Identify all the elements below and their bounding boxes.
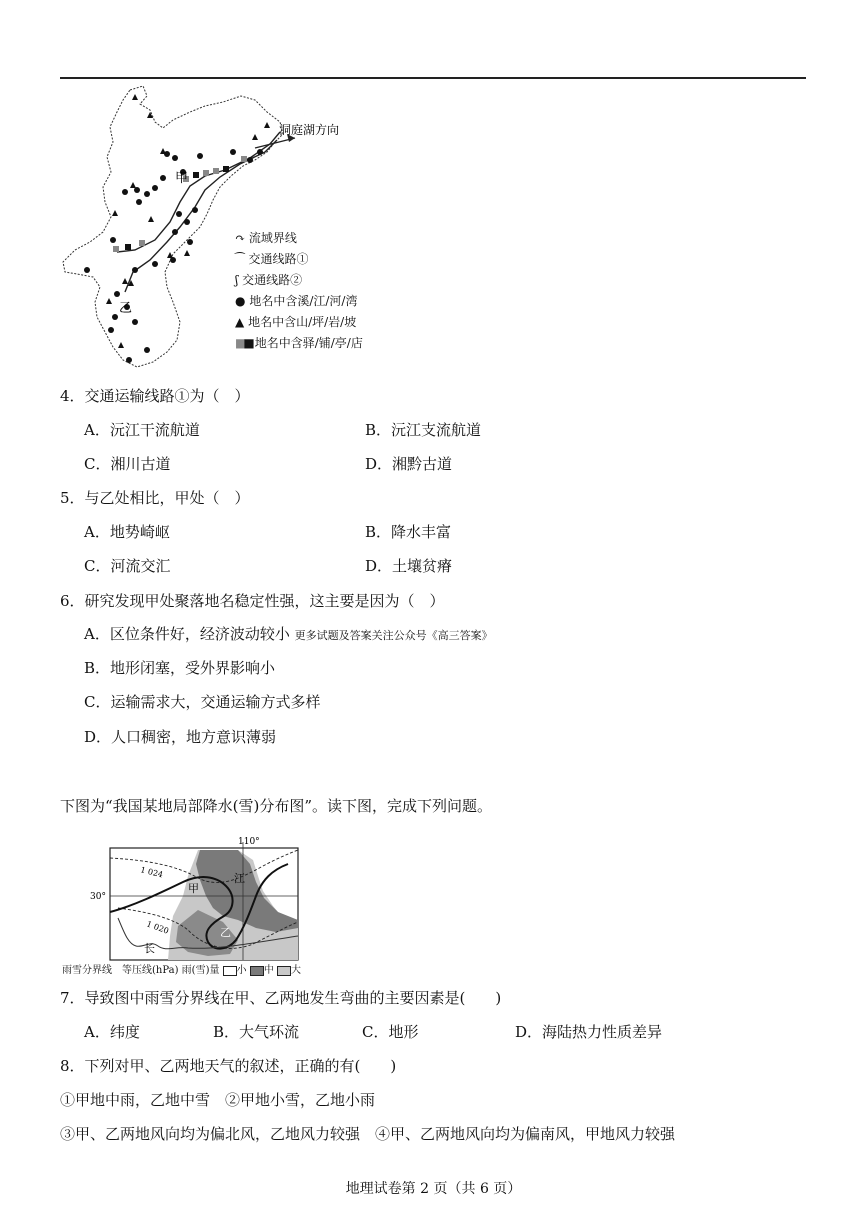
q5-option-d[interactable]: D．土壤贫瘠 <box>365 557 453 575</box>
q5-option-b[interactable]: B．降水丰富 <box>365 523 452 541</box>
legend-item: 交通线路② <box>242 273 303 287</box>
page-footer: 地理试卷第 2 页（共 6 页） <box>345 1181 522 1197</box>
header-rule <box>60 77 806 79</box>
q4-option-c[interactable]: C．湘川古道 <box>84 455 171 473</box>
q4-option-b[interactable]: B．沅江支流航道 <box>365 421 482 439</box>
lat-label: 30° <box>90 892 106 902</box>
boundary-icon: ↷ <box>235 231 246 245</box>
q6-option-c[interactable]: C．运输需求大，交通运输方式多样 <box>84 693 321 711</box>
label-yi: 乙 <box>119 301 133 316</box>
legend-swatch-small <box>223 966 237 976</box>
q6-option-a[interactable] <box>84 624 493 646</box>
q7-stem: 7．导致图中雨雪分界线在甲、乙两地发生弯曲的主要因素是( ) <box>60 989 502 1007</box>
isobar-1020-label: 1 020 <box>145 919 170 936</box>
legend-item: 交通线路① <box>248 252 309 266</box>
q6-option-d[interactable]: D．人口稠密，地方意识薄弱 <box>84 728 277 746</box>
legend-item: 地名中含山/坪/岩/坡 <box>248 315 357 329</box>
q8-statement-line2: ③甲、乙两地风向均为偏北风，乙地风力较强 ④甲、乙两地风向均为偏南风，甲地风力较强 <box>60 1125 676 1143</box>
q8-stem: 8．下列对甲、乙两地天气的叙述，正确的有( ) <box>60 1057 397 1075</box>
q8-statement-line1: ①甲地中雨，乙地中雪 ②甲地小雪，乙地小雨 <box>60 1091 376 1109</box>
promo-note: 更多试题及答案关注公众号《高三答案》 <box>294 629 493 642</box>
square-icon: ■ <box>235 336 247 350</box>
q5-option-c[interactable]: C．河流交汇 <box>84 557 171 575</box>
legend-item: 流域界线 <box>248 231 297 245</box>
legend-swatch-large <box>277 966 291 976</box>
q6-option-a-text: A．区位条件好，经济波动较小 <box>84 625 290 643</box>
legend-item: 地名中含驿/铺/亭/店 <box>254 336 363 350</box>
q7-option-a[interactable]: A．纬度 <box>84 1023 140 1041</box>
route2-icon: ʃ <box>235 273 239 287</box>
isobar-1024-label: 1 024 <box>139 865 164 880</box>
q4-stem: 4．交通运输线路①为（ ） <box>60 387 250 405</box>
q4-option-a[interactable]: A．沅江干流航道 <box>84 421 200 439</box>
map2-label-jiang: 江 <box>234 872 245 885</box>
map2-label-yi: 乙 <box>220 926 231 939</box>
map2-label-chang: 长 <box>144 942 155 955</box>
q7-option-b[interactable]: B．大气环流 <box>213 1023 300 1041</box>
q6-stem: 6．研究发现甲处聚落地名稳定性强，这主要是因为（ ） <box>60 592 445 610</box>
triangle-icon: ▲ <box>235 315 245 329</box>
circle-icon: ● <box>235 294 246 308</box>
precipitation-map <box>88 836 363 978</box>
arrow-label: 洞庭湖方向 <box>279 123 340 137</box>
q5-option-a[interactable]: A．地势崎岖 <box>84 523 170 541</box>
q4-option-d[interactable]: D．湘黔古道 <box>365 455 453 473</box>
q7-option-d[interactable]: D．海陆热力性质差异 <box>515 1023 663 1041</box>
legend-item: 地名中含溪/江/河/湾 <box>249 294 358 308</box>
q5-stem: 5．与乙处相比，甲处（ ） <box>60 489 250 507</box>
q6-option-b[interactable]: B．地形闭塞，受外界影响小 <box>84 659 276 677</box>
map2-label-jia: 甲 <box>188 882 199 895</box>
label-jia: 甲 <box>175 171 189 186</box>
q7-option-c[interactable]: C．地形 <box>362 1023 419 1041</box>
legend-swatch-mid <box>250 966 264 976</box>
lon-label: 110° <box>238 837 260 847</box>
map2-legend: 雨雪分界线 等压线(hPa) 雨(雪)量 小 中 大 <box>62 965 302 976</box>
section-intro: 下图为“我国某地局部降水(雪)分布图”。读下图，完成下列问题。 <box>60 797 493 815</box>
route1-icon: ⁀ <box>235 252 245 266</box>
